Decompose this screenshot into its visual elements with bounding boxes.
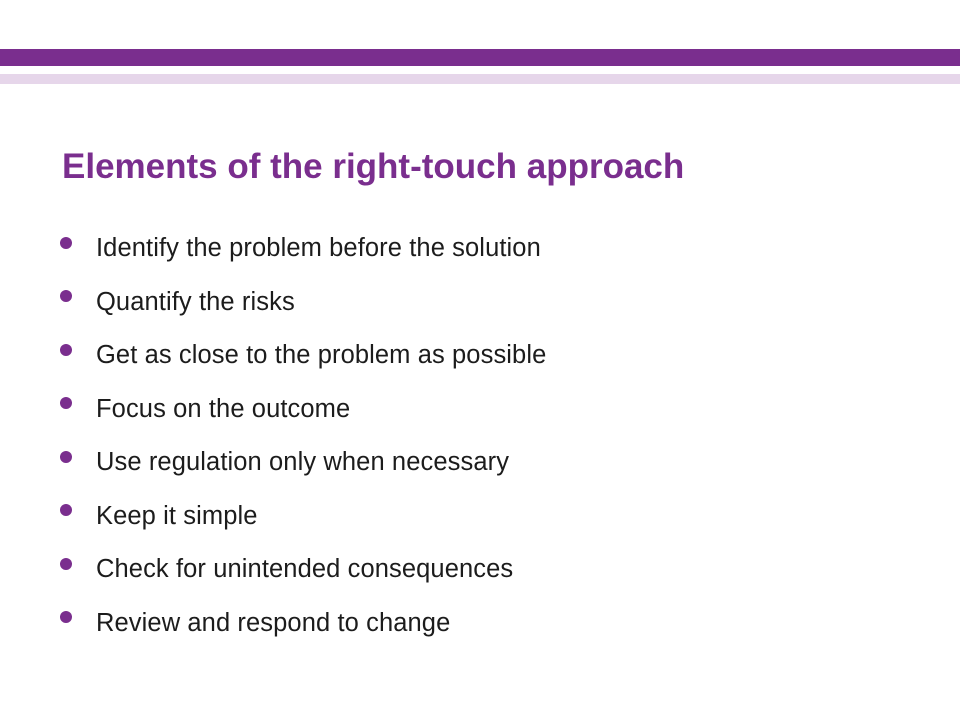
bullet-text: Quantify the risks	[96, 287, 295, 316]
bullet-item	[60, 490, 546, 544]
bullet-dot-icon	[60, 237, 72, 249]
bullet-list	[60, 222, 546, 650]
bullet-dot-icon	[60, 344, 72, 356]
header-band-dark	[0, 49, 960, 66]
bullet-item	[60, 329, 546, 383]
bullet-item	[60, 383, 546, 437]
bullet-dot-icon	[60, 451, 72, 463]
bullet-dot-icon	[60, 290, 72, 302]
bullet-item	[60, 436, 546, 490]
bullet-dot-icon	[60, 558, 72, 570]
bullet-text: Identify the problem before the solution	[96, 234, 541, 263]
bullet-dot-icon	[60, 397, 72, 409]
bullet-text: Use regulation only when necessary	[96, 448, 510, 477]
bullet-item	[60, 543, 546, 597]
bullet-text: Get as close to the problem as possible	[96, 341, 547, 370]
bullet-item	[60, 222, 546, 276]
bullet-text: Review and respond to change	[96, 608, 451, 637]
bullet-text: Focus on the outcome	[96, 394, 351, 423]
header-band-light	[0, 74, 960, 84]
bullet-text: Check for unintended consequences	[96, 555, 514, 584]
bullet-dot-icon	[60, 504, 72, 516]
bullet-text: Keep it simple	[96, 501, 258, 530]
bullet-dot-icon	[60, 611, 72, 623]
bullet-item	[60, 597, 546, 651]
bullet-item	[60, 276, 546, 330]
slide-title: Elements of the right-touch approach	[62, 147, 685, 186]
